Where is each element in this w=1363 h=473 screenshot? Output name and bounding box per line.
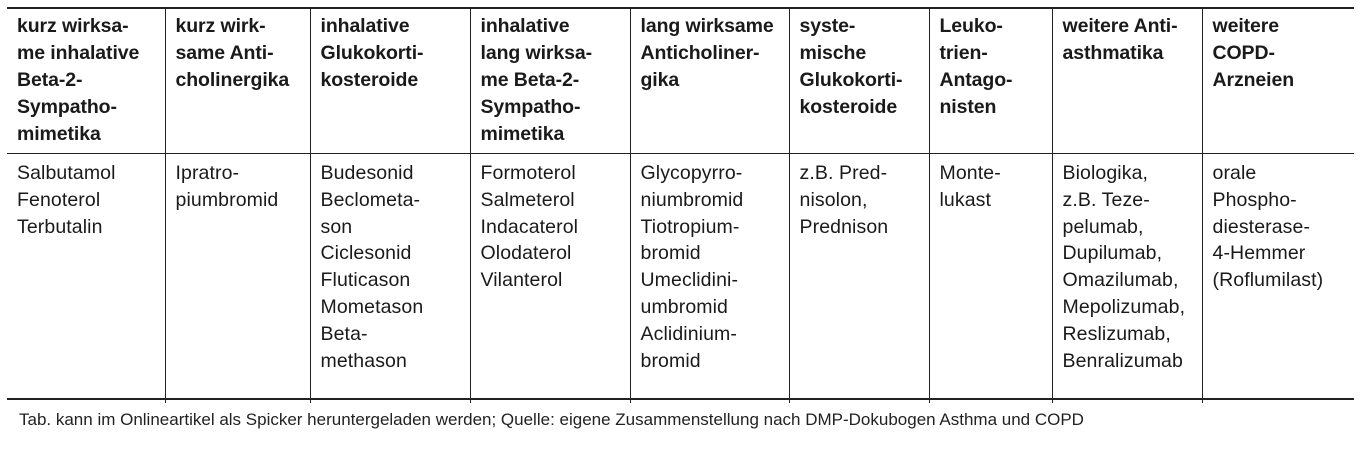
drug-name-line: Vilanterol xyxy=(480,269,563,292)
column-header-line: Beta-2- xyxy=(17,69,83,91)
table-cell xyxy=(630,154,789,404)
drug-name-line: Indacaterol xyxy=(480,215,579,238)
column-header-line: Glukokorti- xyxy=(320,42,424,64)
drug-name-line: z.B. Teze- xyxy=(1062,188,1150,211)
drug-name-line: Glycopyrro- xyxy=(640,162,743,184)
drug-name-line: Formoterol xyxy=(480,162,576,184)
drug-name-line: 4-Hemmer xyxy=(1212,242,1306,265)
table-cell xyxy=(310,154,470,404)
column-header xyxy=(789,9,929,154)
column-header xyxy=(1052,9,1202,154)
drug-name-line: diesterase- xyxy=(1212,215,1311,238)
column-header xyxy=(470,9,630,154)
column-header-line: syste- xyxy=(799,15,856,37)
drug-name-line: bromid xyxy=(640,349,701,372)
drug-name-line: Dupilumab, xyxy=(1062,242,1163,265)
drug-name-line: Umeclidini- xyxy=(640,269,739,292)
drug-name-line: Ciclesonid xyxy=(320,242,412,265)
column-header-line: mimetika xyxy=(17,123,101,145)
table-cell xyxy=(929,154,1052,404)
table-cell xyxy=(7,154,165,404)
drug-name-line: niumbromid xyxy=(640,188,744,211)
column-header-line: inhalative xyxy=(480,15,570,37)
column-header-line: trien- xyxy=(939,42,988,64)
column-header-line: mimetika xyxy=(480,123,565,145)
drug-name-line: Mometason xyxy=(320,295,424,318)
table-cell xyxy=(1052,154,1202,404)
column-header-line: lang wirksa- xyxy=(480,42,593,64)
drug-name-line: Budesonid xyxy=(320,162,414,184)
drug-name-line: Aclidinium- xyxy=(640,322,737,345)
column-header-line: Sympatho- xyxy=(17,96,117,118)
drug-name-line: lukast xyxy=(939,188,992,211)
table-footnote: Tab. kann im Onlineartikel als Spicker heruntergeladen werden; Quelle: eigene Zusammenstellung nach DMP-Dokubogen Asthma und COPD xyxy=(19,410,1084,429)
column-header-line: weitere Anti- xyxy=(1062,15,1178,37)
column-header-line: kosteroide xyxy=(320,69,419,91)
column-header xyxy=(310,9,470,154)
column-header-line: COPD- xyxy=(1212,42,1275,64)
table-cell xyxy=(1202,154,1354,404)
drug-name-line: Olodaterol xyxy=(480,242,572,265)
table-cell xyxy=(165,154,310,404)
column-header-line: kurz wirksa- xyxy=(17,15,129,37)
drug-name-line: Ipratro- xyxy=(175,162,240,184)
column-header-line: cholinergika xyxy=(175,69,290,91)
drug-name-line: Beta- xyxy=(320,322,368,345)
drug-name-line: son xyxy=(320,215,353,238)
column-header-line: me Beta-2- xyxy=(480,69,580,91)
drug-name-line: Phospho- xyxy=(1212,188,1297,211)
drug-name-line: Salbutamol xyxy=(17,162,116,184)
column-header xyxy=(929,9,1052,154)
header-row xyxy=(7,9,1354,154)
column-header-line: Glukokorti- xyxy=(799,69,903,91)
drug-name-line: Beclometa- xyxy=(320,188,421,211)
column-header-line: kosteroide xyxy=(799,96,898,118)
drug-name-line: Prednison xyxy=(799,215,889,238)
drug-name-line: Benralizumab xyxy=(1062,349,1183,372)
drug-name-line: Fenoterol xyxy=(17,188,101,211)
drug-name-line: Terbutalin xyxy=(17,215,103,238)
column-header-line: lang wirksame xyxy=(640,15,774,37)
drug-name-line: piumbromid xyxy=(175,188,279,211)
column-header xyxy=(630,9,789,154)
drug-name-line: methason xyxy=(320,349,407,372)
drug-name-line: Reslizumab, xyxy=(1062,322,1171,345)
drug-name-line: Salmeterol xyxy=(480,188,575,211)
drug-name-line: nisolon, xyxy=(799,188,868,211)
column-header-line: weitere xyxy=(1212,15,1280,37)
column-header-line: Leuko- xyxy=(939,15,1003,37)
column-header-line: me inhalative xyxy=(17,42,140,64)
drug-table xyxy=(7,9,1354,403)
drug-name-line: bromid xyxy=(640,242,701,265)
column-header xyxy=(1202,9,1354,154)
drug-name-line: Omazilumab, xyxy=(1062,269,1179,292)
table-cell xyxy=(789,154,929,404)
drug-name-line: Monte- xyxy=(939,162,1001,184)
column-header-line: kurz wirk- xyxy=(175,15,266,37)
drug-table-frame xyxy=(7,7,1354,400)
column-header-line: Sympatho- xyxy=(480,96,581,118)
drug-name-line: Fluticason xyxy=(320,269,411,292)
drug-name-line: umbromid xyxy=(640,295,728,318)
column-header-line: asthmatika xyxy=(1062,42,1164,64)
column-header-line: Arzneien xyxy=(1212,69,1295,91)
column-header-line: inhalative xyxy=(320,15,410,37)
drug-name-line: Biologika, xyxy=(1062,162,1149,184)
drug-name-line: pelumab, xyxy=(1062,215,1144,238)
column-header-line: Antago- xyxy=(939,69,1013,91)
drug-name-line: Mepolizumab, xyxy=(1062,295,1186,318)
column-header xyxy=(165,9,310,154)
column-header-line: nisten xyxy=(939,96,997,118)
body-row xyxy=(7,154,1354,404)
column-header xyxy=(7,9,165,154)
column-header-line: same Anti- xyxy=(175,42,274,64)
table-cell xyxy=(470,154,630,404)
drug-name-line: orale xyxy=(1212,162,1257,184)
column-header-line: gika xyxy=(640,69,680,91)
column-header-line: mische xyxy=(799,42,867,64)
column-header-line: Anticholiner- xyxy=(640,42,760,64)
drug-name-line: (Roflumilast) xyxy=(1212,269,1324,292)
drug-name-line: Tiotropium- xyxy=(640,215,740,238)
drug-name-line: z.B. Pred- xyxy=(799,162,888,184)
